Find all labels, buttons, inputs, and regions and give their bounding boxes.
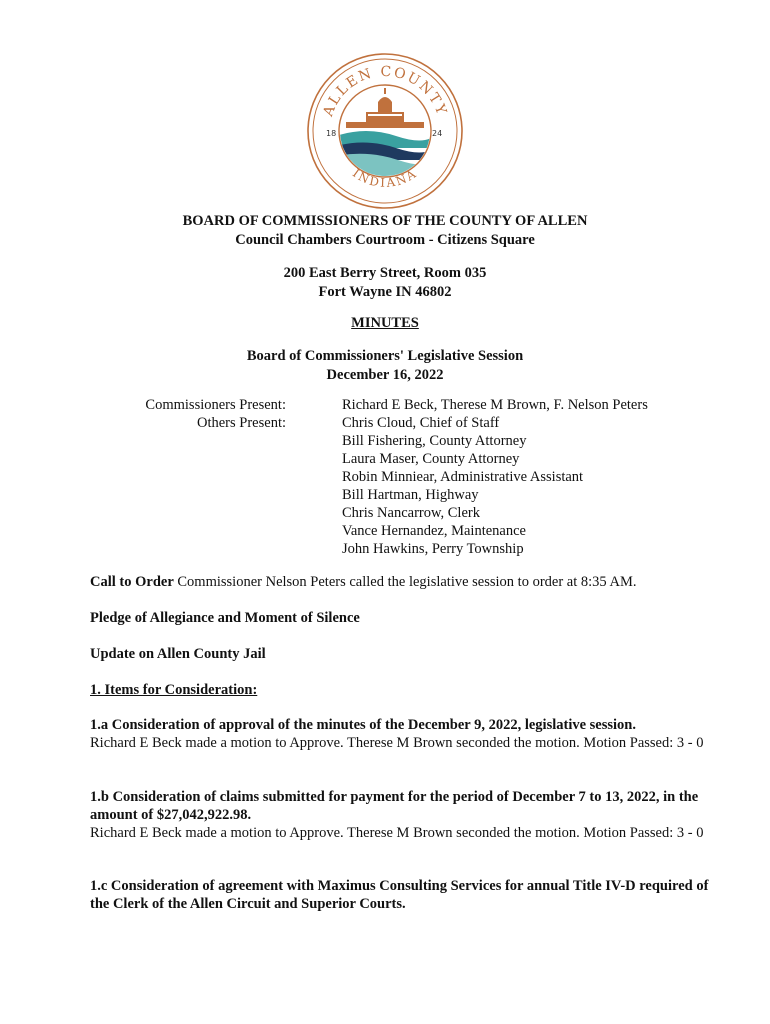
session-date: December 16, 2022: [326, 367, 444, 383]
commissioners-present-label: Commissioners Present:: [145, 397, 286, 413]
attendance-names: [342, 396, 742, 558]
item-1c-title: 1.c Consideration of agreement with Maximus Consulting Services for annual Title IV-D required of the Clerk of the Allen Circuit and Superior Courts.: [90, 878, 709, 912]
address-block: [0, 264, 770, 302]
item-1a-motion: Richard E Beck made a motion to Approve. Therese M Brown seconded the motion. Motion Passed: 3 - 0: [90, 735, 704, 751]
items-heading: 1. Items for Consideration:: [90, 682, 258, 698]
call-to-order-label: Call to Order: [90, 574, 174, 590]
address-city: Fort Wayne IN 46802: [318, 284, 452, 300]
seal-top-text: ALLEN COUNTY: [320, 63, 450, 119]
seal-year-left: 18: [326, 129, 337, 138]
others-list-item: Vance Hernandez, Maintenance: [342, 523, 526, 539]
others-list-item: Laura Maser, County Attorney: [342, 451, 520, 467]
others-list-item: Chris Cloud, Chief of Staff: [342, 415, 500, 431]
item-1a-title: 1.a Consideration of approval of the minutes of the December 9, 2022, legislative session.: [90, 717, 637, 733]
commissioners-list: Richard E Beck, Therese M Brown, F. Nelson Peters: [342, 397, 648, 413]
pledge-heading: Pledge of Allegiance and Moment of Silence: [90, 610, 360, 626]
attendance-labels: [90, 396, 286, 432]
minutes-heading: MINUTES: [351, 315, 419, 331]
session-block: [0, 347, 770, 385]
seal-year-right: 24: [432, 129, 443, 138]
address-street: 200 East Berry Street, Room 035: [283, 265, 487, 281]
call-to-order-paragraph: [90, 573, 710, 591]
item-1b-motion: Richard E Beck made a motion to Approve. Therese M Brown seconded the motion. Motion Passed: 3 - 0: [90, 825, 704, 841]
others-list-item: Robin Minniear, Administrative Assistant: [342, 469, 584, 485]
header-block: [0, 212, 770, 250]
jail-update-heading: Update on Allen County Jail: [90, 646, 266, 662]
others-list-item: John Hawkins, Perry Township: [342, 541, 524, 557]
board-title: BOARD OF COMMISSIONERS OF THE COUNTY OF ALLEN: [182, 213, 588, 229]
others-list-item: Chris Nancarrow, Clerk: [342, 505, 480, 521]
others-list-item: Bill Fishering, County Attorney: [342, 433, 527, 449]
session-title: Board of Commissioners' Legislative Session: [246, 348, 524, 364]
item-1a: [90, 716, 710, 752]
others-present-label: Others Present:: [197, 415, 286, 431]
call-to-order-text: Commissioner Nelson Peters called the legislative session to order at 8:35 AM.: [173, 574, 637, 590]
item-1b: [90, 788, 710, 842]
item-1b-title: 1.b Consideration of claims submitted for payment for the period of December 7 to 13, 2022, in the amount of $27,042,922.98.: [90, 789, 699, 823]
seal-bottom-text: INDIANA: [350, 165, 420, 190]
item-1c: [90, 877, 710, 913]
location-line: Council Chambers Courtroom - Citizens Square: [235, 232, 535, 248]
allen-county-seal: [306, 52, 464, 210]
others-list-item: Bill Hartman, Highway: [342, 487, 479, 503]
